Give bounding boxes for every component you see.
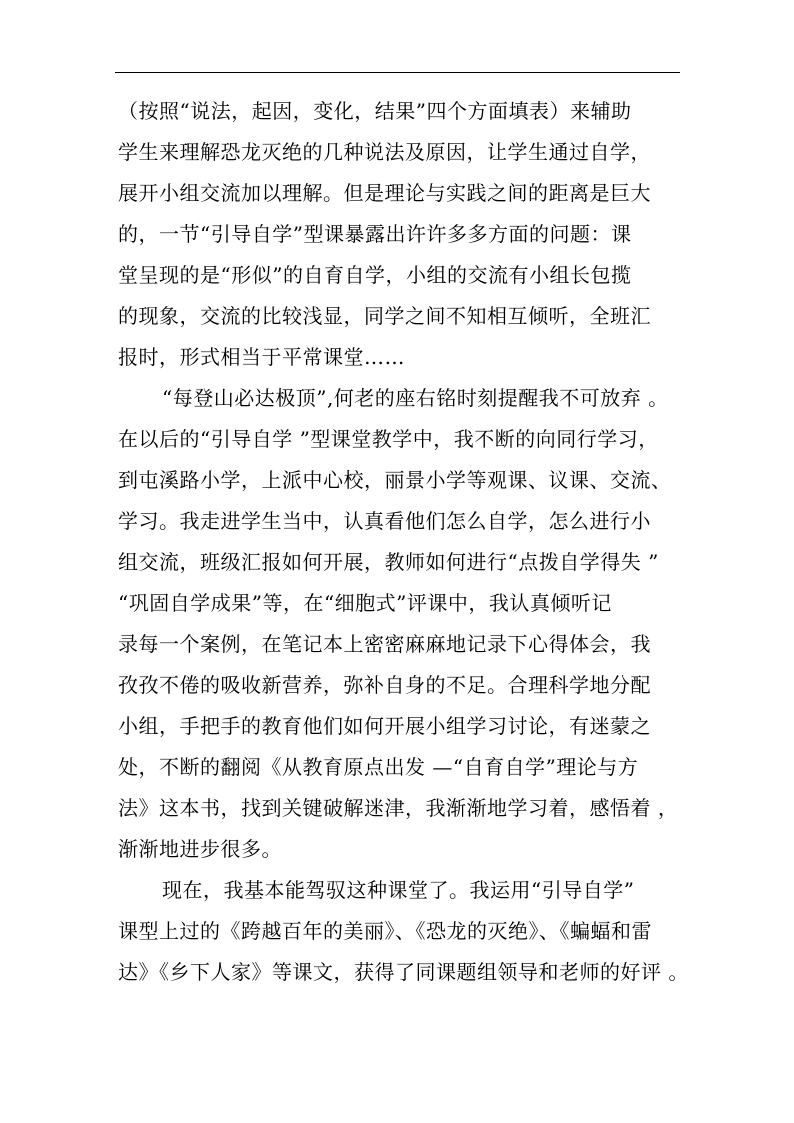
text-line: 学习。我走进学生当中，认真看他们怎么自学，怎么进行小: [118, 509, 651, 533]
header-rule: [115, 72, 680, 73]
text-line: 在以后的“引导自学 ”型课堂教学中，我不断的向同行学习，: [118, 427, 659, 451]
text-line: 课型上过的《跨越百年的美丽》、《恐龙的灭绝》、《蝙蝠和雷: [118, 919, 652, 943]
text-line: 的，一节“引导自学”型课暴露出许许多多方面的问题：课: [118, 222, 632, 246]
text-line: 组交流，班级汇报如何开展，教师如何进行“点拨自学得失 ”: [118, 550, 659, 574]
text-line: 的现象，交流的比较浅显，同学之间不知相互倾听，全班汇: [118, 304, 651, 328]
text-line: “巩固自学成果”等，在“细胞式”评课中，我认真倾听记: [118, 591, 612, 615]
paragraph-start-line: 现在，我基本能驾驭这种课堂了。我运用“引导自学”: [162, 878, 635, 902]
text-line: 学生来理解恐龙灭绝的几种说法及原因，让学生通过自学，: [118, 140, 651, 164]
text-line: 法》这本书，找到关键破解迷津，我渐渐地学习着，感悟着 ，: [118, 796, 679, 820]
text-line: 到屯溪路小学，上派中心校，丽景小学等观课、议课、交流、: [118, 468, 672, 492]
text-line: 处，不断的翻阅《从教育原点出发 —“自育自学”理论与方: [118, 755, 639, 779]
text-line: 孜孜不倦的吸收新营养，弥补自身的不足。合理科学地分配: [118, 673, 651, 697]
body-text: [118, 95, 698, 997]
text-line: 录每一个案例，在笔记本上密密麻麻地记录下心得体会，我: [118, 632, 651, 656]
text-line: （按照“说法，起因，变化，结果”四个方面填表）来辅助: [118, 99, 632, 123]
text-line: 展开小组交流加以理解。但是理论与实践之间的距离是巨大: [118, 181, 651, 205]
text-line: 达》《乡下人家》等课文，获得了同课题组领导和老师的好评 。: [118, 960, 689, 984]
text-line: 小组，手把手的教育他们如何开展小组学习讨论，有迷蒙之: [118, 714, 651, 738]
text-line: 报时，形式相当于平常课堂……: [118, 345, 405, 369]
text-line: 堂呈现的是“形似”的自育自学，小组的交流有小组长包揽: [118, 263, 632, 287]
text-line: 渐渐地进步很多。: [118, 837, 282, 861]
paragraph-start-line: “每登山必达极顶”,何老的座右铭时刻提醒我不可放弃 。: [162, 386, 669, 410]
